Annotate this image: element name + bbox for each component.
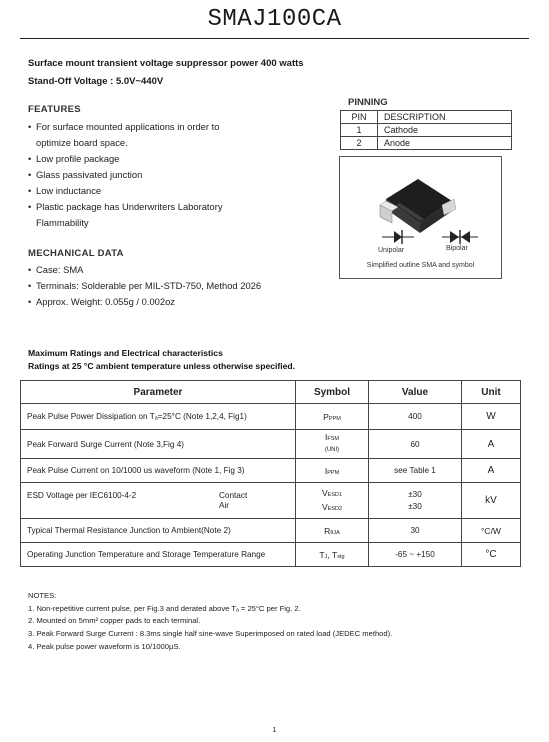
note-item: 3. Peak Forward Surge Current : 8.3ms single half sine-wave Superimposed on rated load (JEDEC method). (28, 629, 393, 639)
table-row (21, 519, 521, 543)
parameter-cell (21, 483, 296, 519)
unit-cell: A (462, 430, 521, 459)
features-heading: FEATURES (28, 104, 81, 115)
value-cell: ±30 ±30 (369, 483, 462, 519)
features-item: • Plastic package has Underwriters Laboratory (28, 199, 223, 215)
mechanical-item: • Approx. Weight: 0.055g / 0.002oz (28, 294, 261, 310)
pin-description: Anode (378, 137, 512, 150)
table-row (341, 137, 512, 150)
sma-package-image (340, 157, 501, 278)
pinning-table (340, 110, 512, 150)
esd-parameter-label: ESD Voltage per IEC6100-4-2 (27, 490, 137, 500)
value-cell: 400 (369, 404, 462, 430)
unit-cell: W (462, 404, 521, 430)
table-header-row (341, 111, 512, 124)
pinning-heading: PINNING (348, 97, 388, 108)
unit-cell: °C (462, 543, 521, 567)
title-divider (20, 38, 529, 39)
pin-column-header: PIN (341, 111, 378, 124)
table-row (21, 404, 521, 430)
esd-air-label: Air (219, 500, 230, 510)
symbol-cell: IFSM (UNI) (296, 430, 369, 459)
unipolar-diode-symbol-icon (378, 227, 418, 247)
bipolar-label: Bipolar (446, 245, 468, 252)
value-cell: 60 (369, 430, 462, 459)
features-item: • Low profile package (28, 151, 223, 167)
esd-contact-label: Contact (219, 490, 248, 500)
table-row (341, 124, 512, 137)
parameter-cell: Operating Junction Temperature and Storage Temperature Range (21, 543, 296, 567)
features-item: • Glass passivated junction (28, 167, 223, 183)
value-cell: see Table 1 (369, 459, 462, 483)
note-item: 2. Mounted on 5mm² copper pads to each terminal. (28, 616, 201, 626)
features-item: Flammability (36, 217, 89, 228)
value-column-header: Value (369, 381, 462, 404)
notes-heading: NOTES: (28, 591, 57, 600)
parameter-cell: Peak Pulse Current on 10/1000 us waveform (Note 1, Fig 3) (21, 459, 296, 483)
pin-description: Cathode (378, 124, 512, 137)
document-title: SMAJ100CA (207, 6, 342, 33)
unit-cell: °C/W (462, 519, 521, 543)
table-row (21, 543, 521, 567)
mechanical-list (28, 262, 261, 310)
features-item: • Low inductance (28, 183, 223, 199)
unipolar-label: Unipolar (378, 247, 405, 254)
table-row (21, 430, 521, 459)
value-cell: 30 (369, 519, 462, 543)
unit-cell: A (462, 459, 521, 483)
table-row (21, 483, 521, 519)
table-header-row (21, 381, 521, 404)
symbol-cell: RθJA (296, 519, 369, 543)
unit-column-header: Unit (462, 381, 521, 404)
table-row (21, 459, 521, 483)
ratings-title: Maximum Ratings and Electrical characteristics (28, 348, 223, 358)
note-item: 1. Non-repetitive current pulse, per Fig.3 and derated above Tₐ = 25°C per Fig. 2. (28, 603, 301, 613)
notes-section (28, 590, 392, 654)
parameter-cell: Peak Pulse Power Dissipation on Tₐ=25°C (Note 1,2,4, Fig1) (21, 404, 296, 430)
package-caption: Simplified outline SMA and symbol (366, 262, 475, 269)
features-item: optimize board space. (36, 137, 128, 148)
pin-number: 2 (341, 137, 378, 150)
symbol-cell: IPPM (296, 459, 369, 483)
mechanical-item: • Terminals: Solderable per MIL-STD-750, Method 2026 (28, 278, 261, 294)
symbol-cell: PPPM (296, 404, 369, 430)
description-column-header: DESCRIPTION (378, 111, 512, 124)
mechanical-heading: MECHANICAL DATA (28, 248, 124, 259)
features-item: • For surface mounted applications in order to (28, 119, 223, 135)
symbol-cell: TJ, Tstg (296, 543, 369, 567)
note-item: 4. Peak pulse power waveform is 10/1000μS. (28, 641, 181, 651)
unit-cell: kV (462, 483, 521, 519)
parameter-cell: Peak Forward Surge Current (Note 3,Fig 4) (21, 430, 296, 459)
pin-number: 1 (341, 124, 378, 137)
ratings-subtitle: Ratings at 25 °C ambient temperature unless otherwise specified. (28, 361, 296, 371)
symbol-cell: VESD1 VESD2 (296, 483, 369, 519)
parameter-column-header: Parameter (21, 381, 296, 404)
features-list (28, 119, 223, 231)
mechanical-item: • Case: SMA (28, 262, 261, 278)
value-cell: -65 ~ +150 (369, 543, 462, 567)
symbol-column-header: Symbol (296, 381, 369, 404)
headline-power: Surface mount transient voltage suppressor power 400 watts (28, 58, 304, 69)
ratings-table (20, 380, 521, 567)
bipolar-diode-symbol-icon (440, 227, 480, 247)
parameter-cell: Typical Thermal Resistance Junction to Ambient(Note 2) (21, 519, 296, 543)
headline-standoff: Stand-Off Voltage : 5.0V~440V (28, 76, 164, 87)
package-outline-box (339, 156, 502, 279)
page-number: 1 (272, 727, 277, 734)
